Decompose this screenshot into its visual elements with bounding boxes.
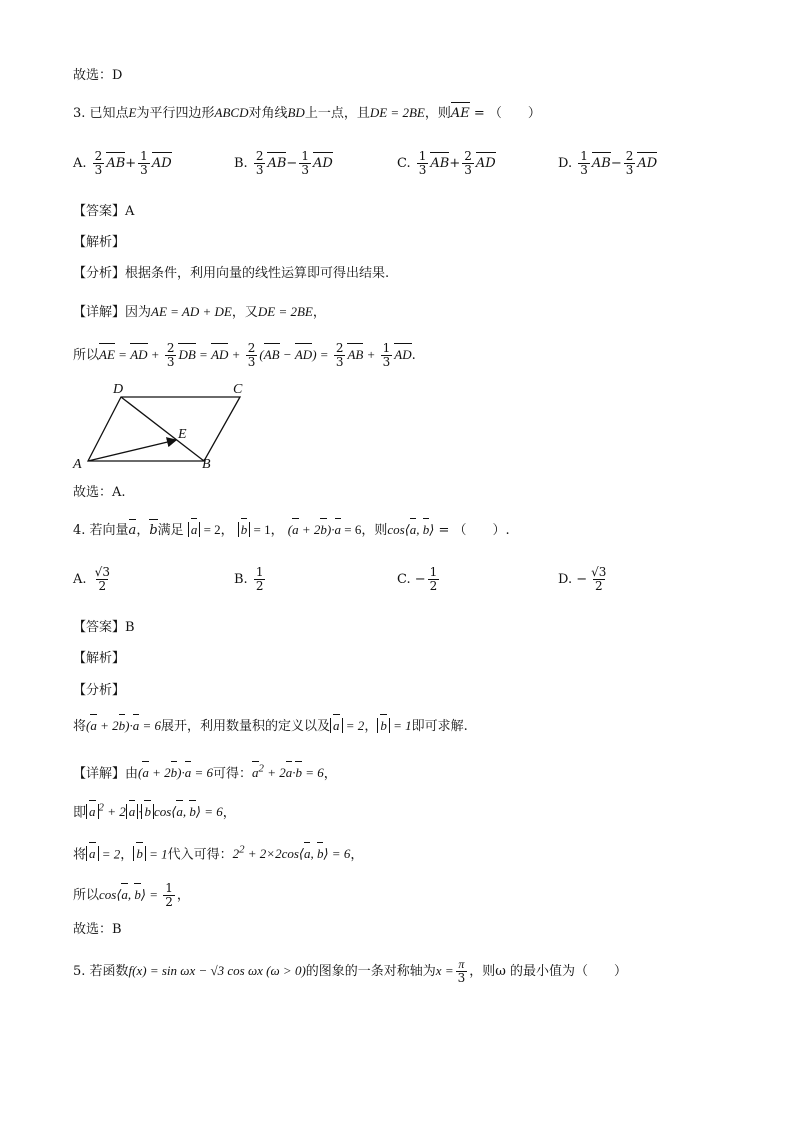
q4-line4: 所以cos⟨a, b⟩ = $\frac{1}{2}$ ，: [73, 881, 190, 909]
label-D: D: [113, 382, 124, 397]
q3-answer: 【答案】A: [73, 204, 135, 219]
q3-conclusion: 故选：A.: [73, 485, 126, 500]
q4-conclusion: 故选：B: [73, 922, 122, 937]
q4-fenxi-head: 【分析】: [73, 683, 126, 698]
q4-fenxi: 将(a + 2b)·a = 6展开，利用数量积的定义以及 a = 2， b = 1即可求解.: [73, 718, 468, 734]
diagonal-BD: [121, 397, 204, 461]
q4-option-c: C. − $\frac{1}{2}$: [397, 565, 438, 593]
parallelogram-figure: [68, 378, 258, 473]
label-B: B: [202, 457, 211, 472]
q4-detail: 【详解】由(a + 2b)·a = 6可得：$a^2 + 2a\cdot b = 6$，: [73, 763, 337, 782]
q5-stem: 5. 若函数f(x) = sin ωx − √3 cos ωx (ω > 0)的图象的一条对称轴为x = $\frac{\pi}{3}$ ，则ω 的最小值为（ ）: [73, 957, 627, 985]
q3-stem: 3. 已知点E为平行四边形ABCD对角线BD上一点，且DE = 2BE，则AE = （ ）: [73, 105, 541, 121]
parallelogram-ABCD: [88, 397, 240, 461]
vector-eq: AE = AD + DE: [151, 304, 232, 319]
q4-stem: 4. 若向量a，b满足 a = 2， b = 1， (a + 2b)·a = 6，则cos⟨a, b⟩ = （ ）.: [73, 522, 510, 538]
vector-AE-arrow: [88, 440, 176, 461]
q3-option-c: C. $\frac{1}{3}$ AB+ $\frac{2}{3}$ AD: [397, 149, 496, 177]
q3-fenxi: 【分析】根据条件，利用向量的线性运算即可得出结果.: [73, 266, 390, 281]
q3-detail: 【详解】因为AE = AD + DE，又DE = 2BE，: [73, 304, 326, 320]
q3-option-d: D. $\frac{1}{3}$ AB− $\frac{2}{3}$ AD: [558, 149, 658, 177]
label-A: A: [73, 457, 82, 472]
label-C: C: [233, 382, 243, 397]
q4-option-b: B. $\frac{1}{2}$: [234, 565, 264, 593]
q4-option-d: D. − $\frac{√3}{2}$: [558, 565, 607, 593]
q4-line2: 即 a $^2$ + 2 a · b cos⟨a, b⟩ = 6，: [73, 802, 236, 821]
q4-answer: 【答案】B: [73, 620, 135, 635]
vector-AE: AE: [450, 106, 470, 121]
q3-option-b: B. $\frac{2}{3}$ AB− $\frac{1}{3}$ AD: [234, 149, 333, 177]
label-E: E: [178, 427, 187, 442]
q4-option-a: A. $\frac{√3}{2}$: [73, 565, 110, 593]
q4-analysis-head: 【解析】: [73, 651, 126, 666]
q3-analysis-head: 【解析】: [73, 235, 126, 250]
q2-conclusion: 故选：D: [73, 68, 123, 83]
q4-line3: 将 a = 2， b = 1代入可得：$2^2$ + 2×2cos⟨a, b⟩ = 6，: [73, 844, 364, 863]
q3-derivation: 所以AE = AD + $\frac{2}{3}$ DB = AD + $\frac{2}{3}$ (AB − AD) = $\frac{2}{3}$ AB + $\frac{1}{3}$ AD.: [73, 341, 416, 369]
q3-option-a: A. $\frac{2}{3}$ AB+ $\frac{1}{3}$ AD: [73, 149, 172, 177]
